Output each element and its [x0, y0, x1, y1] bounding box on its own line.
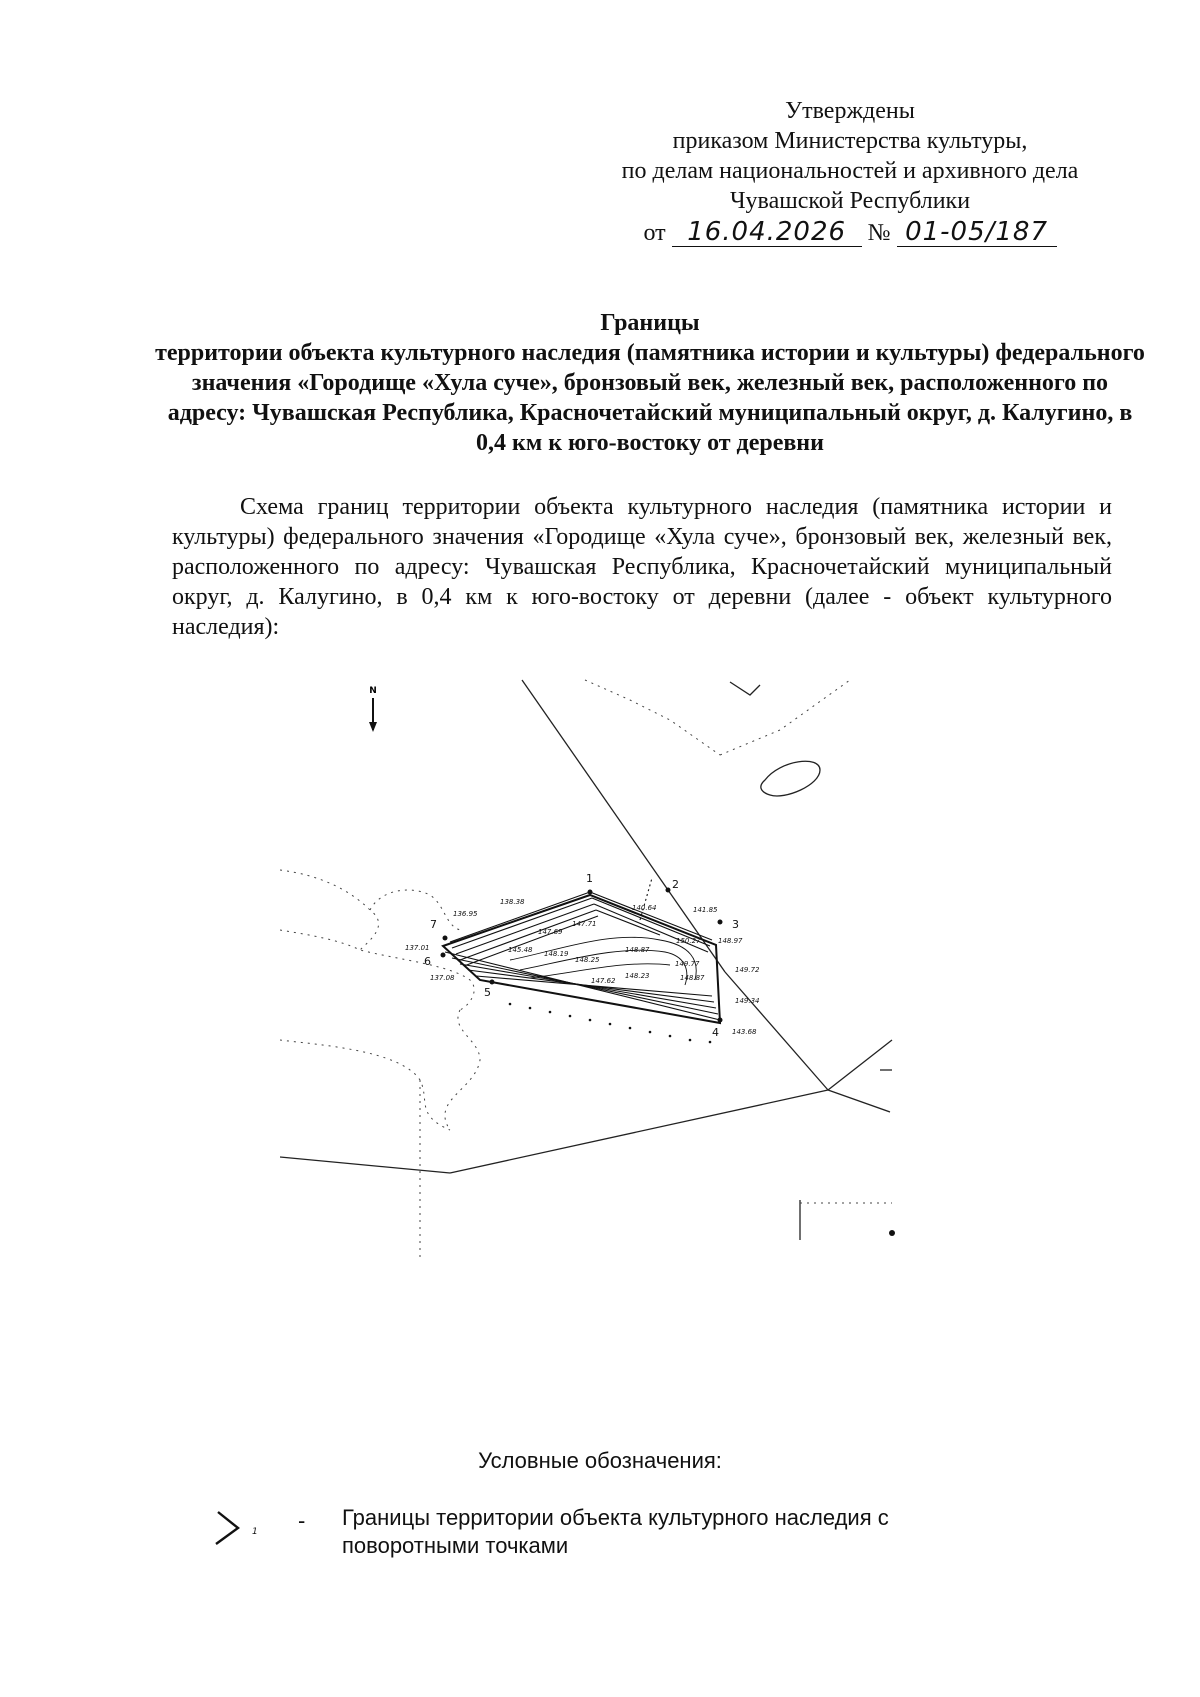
- document-title: [150, 308, 1150, 458]
- dotted-contour-west-2: [280, 930, 474, 1010]
- road-line-branch: [828, 1040, 892, 1090]
- point-label-2: 2: [672, 878, 679, 891]
- dotted-contour-sw: [280, 1040, 450, 1130]
- road-line-south: [450, 1090, 828, 1173]
- description-paragraph: Схема границ территории объекта культурного наследия (памятника истории и культуры) федерального значения «Городище «Хула суче», бронзовый век, железный век, расположенного по адресу: Чувашская Республика, Красночетайский муниципальный округ, д. Калугино, в 0,4 км к юго-востоку от деревни (далее - объект культурного наследия):: [172, 494, 1112, 640]
- map-point-marker: [889, 1230, 895, 1236]
- elevation-label: 141.85: [693, 906, 718, 914]
- approval-line-1: Утверждены: [785, 98, 915, 124]
- title-heading: Границы: [600, 310, 700, 336]
- dotted-contour-mid: [370, 890, 460, 930]
- elevation-labels: [405, 898, 760, 1036]
- elevation-label: 138.38: [500, 898, 525, 906]
- elevation-label: 148.87: [625, 946, 650, 954]
- legend-row-boundary: [210, 1500, 1010, 1580]
- elevation-label: 143.68: [732, 1028, 757, 1036]
- approval-signature-line: [560, 218, 1140, 248]
- number-label: №: [867, 220, 891, 246]
- boundary-map: [280, 660, 980, 1330]
- elevation-label: 148.97: [718, 937, 743, 945]
- road-line-south-west: [280, 1157, 450, 1173]
- elevation-label: 136.95: [453, 910, 478, 918]
- site-dotted-edge: [509, 1003, 712, 1044]
- elevation-label: 148.23: [625, 972, 650, 980]
- elevation-label: 149.77: [675, 960, 700, 968]
- road-line-east-end: [828, 1090, 890, 1112]
- point-label-4: 4: [712, 1026, 719, 1039]
- north-arrow: [369, 686, 377, 732]
- dotted-line-north: [585, 680, 720, 755]
- elevation-label: 148.25: [575, 956, 600, 964]
- point-label-3: 3: [732, 918, 739, 931]
- elevation-label: 147.62: [591, 977, 616, 985]
- dotted-contour-west: [280, 870, 379, 950]
- approval-line-2: приказом Министерства культуры,: [672, 128, 1028, 154]
- elevation-label: 150.27: [676, 937, 701, 945]
- point-label-6: 6: [424, 955, 431, 968]
- legend-icon-number: 1: [252, 1527, 258, 1537]
- legend-text: Границы территории объекта культурного наследия с поворотными точками: [342, 1505, 889, 1558]
- dotted-line-ne: [720, 680, 850, 755]
- legend-title: Условные обозначения:: [478, 1448, 722, 1473]
- elevation-label: 148.19: [544, 950, 569, 958]
- from-label: от: [643, 220, 666, 246]
- approval-date: 16.04.2026: [672, 218, 862, 247]
- point-label-5: 5: [484, 986, 491, 999]
- arrow-mark: [730, 682, 760, 695]
- elevation-label: 137.08: [430, 974, 455, 982]
- point-label-7: 7: [430, 918, 437, 931]
- approval-line-4: Чувашской Республики: [729, 188, 971, 214]
- elevation-label: 140.64: [632, 904, 657, 912]
- elevation-label: 147.71: [572, 920, 597, 928]
- elevation-label: 147.69: [538, 928, 563, 936]
- approval-block: [560, 96, 1140, 248]
- title-subheading: территории объекта культурного наследия (памятника истории и культуры) федерального значения «Городище «Хула суче», бронзовый век, железный век, расположенного по адресу: Чувашская Республика, Красночетайский муниципальный округ, д. Калугино, в 0,4 км к юго-востоку от деревни: [155, 340, 1145, 456]
- site-embankment: [443, 878, 720, 1023]
- elevation-label: 148.87: [680, 974, 705, 982]
- dotted-contour-south: [445, 1010, 480, 1130]
- elevation-label: 145.48: [508, 946, 533, 954]
- approval-line-3: по делам национальностей и архивного дела: [621, 158, 1079, 184]
- boundary-line-icon: [210, 1508, 280, 1548]
- legend-dash: -: [298, 1508, 306, 1533]
- pond-outline: [761, 761, 820, 796]
- elevation-label: 137.01: [405, 944, 430, 952]
- north-label: N: [369, 686, 377, 696]
- approval-number: 01-05/187: [897, 218, 1057, 247]
- elevation-label: 149.34: [735, 997, 760, 1005]
- elevation-label: 149.72: [735, 966, 760, 974]
- point-label-1: 1: [586, 872, 593, 885]
